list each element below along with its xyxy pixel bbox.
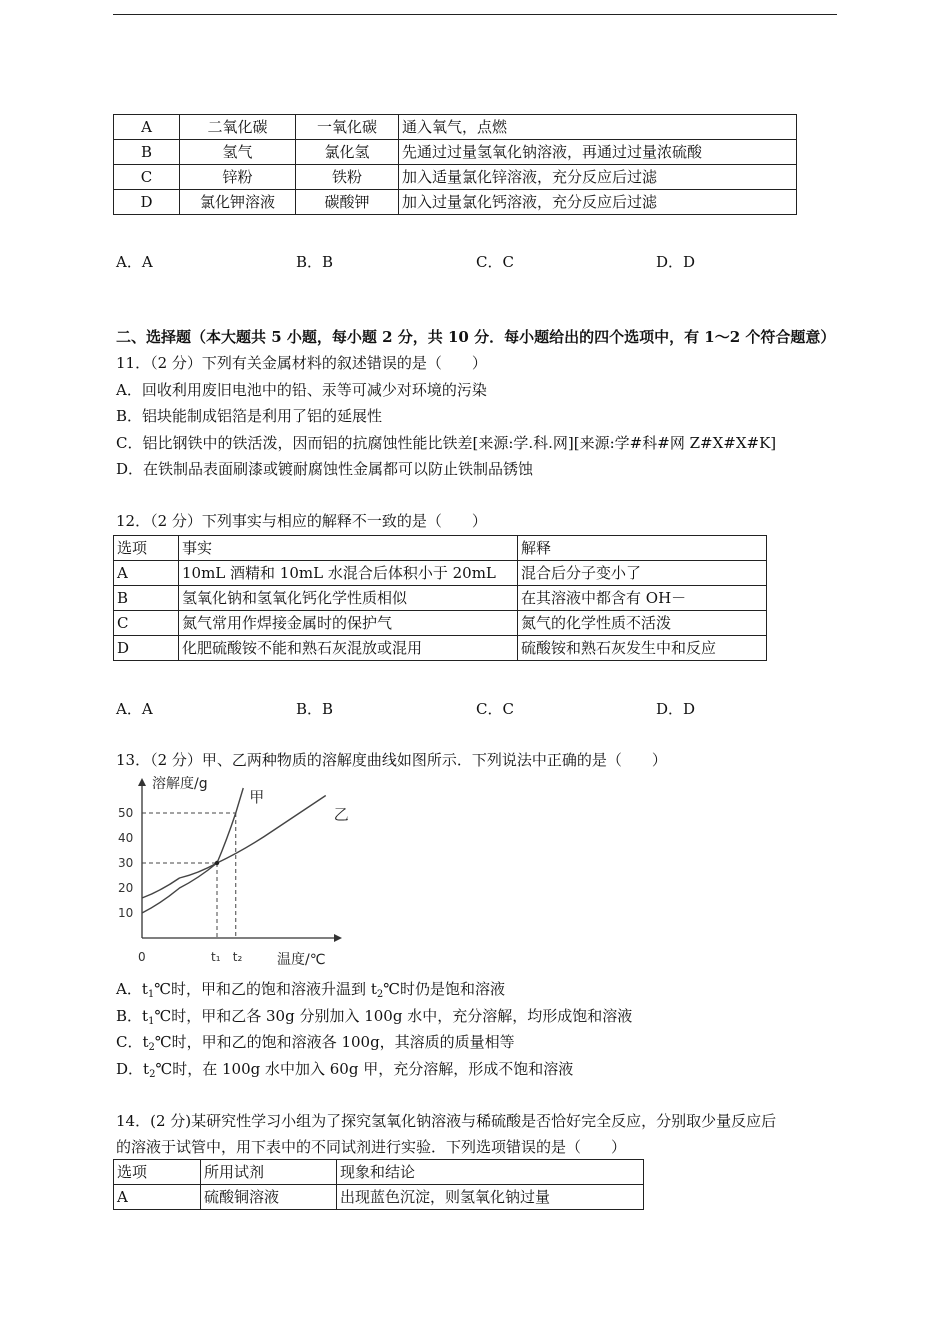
table-cell: 氯化氢 (296, 140, 399, 165)
option-b[interactable]: B．B (296, 253, 334, 271)
q11-choice-c[interactable]: C．铝比钢铁中的铁活泼，因而铝的抗腐蚀性能比铁差[来源:学.科.网][来源:学#科#网 Z#X#X#K] (116, 434, 777, 452)
table-cell: C (114, 611, 179, 636)
table-cell: A (114, 115, 180, 140)
choice-letter: D． (116, 1060, 144, 1078)
q12-options (116, 698, 816, 718)
table-cell: 铁粉 (296, 165, 399, 190)
series-line-jia (142, 788, 243, 913)
choice-text: ℃时，甲和乙的饱和溶液升温到 (154, 980, 371, 998)
option-d[interactable]: D．D (656, 253, 696, 271)
y-tick-label: 30 (118, 856, 134, 870)
q12-table (113, 535, 767, 661)
table-row (114, 1185, 644, 1210)
section-heading: 二、选择题（本大题共 5 小题，每小题 2 分，共 10 分．每小题给出的四个选项中，有 1～2 个符合题意） (116, 328, 836, 346)
table-row (114, 611, 767, 636)
temp-symbol: t (370, 980, 377, 998)
table-cell: 在其溶液中都含有 OH－ (518, 586, 767, 611)
choice-text: ℃时，在 100g 水中加入 60g 甲，充分溶解，形成不饱和溶液 (155, 1060, 574, 1078)
temp-symbol: t (143, 1060, 150, 1078)
x-tick-label: t₂ (232, 950, 243, 964)
y-axis-arrow (138, 778, 146, 786)
table-cell: 二氧化碳 (180, 115, 296, 140)
y-tick-label: 40 (118, 831, 134, 845)
option-d[interactable]: D．D (656, 700, 696, 718)
table-header-cell: 现象和结论 (337, 1160, 644, 1185)
q14-stem-line1: 14．(2 分)某研究性学习小组为了探究氢氧化钠溶液与稀硫酸是否恰好完全反应，分别取少量反应后 (116, 1112, 777, 1130)
table-cell: 混合后分子变小了 (518, 561, 767, 586)
option-a[interactable]: A．A (116, 700, 153, 718)
table-cell: D (114, 190, 180, 215)
q11-choice-a[interactable]: A．回收利用废旧电池中的铅、汞等可减少对环境的污染 (116, 381, 487, 399)
q11-stem: 11．（2 分）下列有关金属材料的叙述错误的是（ ） (116, 354, 487, 372)
y-axis-label: 溶解度/g (152, 776, 208, 792)
q13-choice-d[interactable] (116, 1059, 573, 1085)
table-row (114, 586, 767, 611)
table-header-cell: 所用试剂 (201, 1160, 337, 1185)
temp-subscript: 1 (147, 989, 155, 1000)
x-axis-arrow (334, 934, 342, 942)
series-line-yi (142, 796, 326, 899)
temp-symbol: t (141, 980, 148, 998)
table-cell: 锌粉 (180, 165, 296, 190)
series-label: 甲 (249, 788, 265, 806)
temp-subscript: 2 (148, 1042, 155, 1053)
choice-letter: A． (116, 980, 142, 998)
table-cell: A (114, 1185, 201, 1210)
temp-subscript: 2 (376, 989, 384, 1000)
table-header-cell: 事实 (179, 536, 518, 561)
table-row (114, 190, 797, 215)
table-row (114, 115, 797, 140)
series-label: 乙 (333, 805, 349, 824)
table-cell: 氢氧化钠和氢氧化钙化学性质相似 (179, 586, 518, 611)
table-cell: 加入适量氯化锌溶液，充分反应后过滤 (399, 165, 797, 190)
choice-letter: C． (116, 1033, 143, 1051)
table-row (114, 636, 767, 661)
table-header-row (114, 536, 767, 561)
q13-stem: 13．（2 分）甲、乙两种物质的溶解度曲线如图所示．下列说法中正确的是（ ） (116, 751, 667, 769)
table-cell: B (114, 140, 180, 165)
table-cell: D (114, 636, 179, 661)
table-header-cell: 选项 (114, 1160, 201, 1185)
table-cell: 出现蓝色沉淀，则氢氧化钠过量 (337, 1185, 644, 1210)
temp-symbol: t (142, 1007, 149, 1025)
temp-subscript: 2 (149, 1069, 156, 1080)
q11-choice-b[interactable]: B．铝块能制成铝箔是利用了铝的延展性 (116, 407, 383, 425)
table-cell: A (114, 561, 179, 586)
origin-label: 0 (138, 950, 146, 964)
solubility-chart (112, 776, 352, 972)
choice-text: ℃时，甲和乙的饱和溶液各 100g，其溶质的质量相等 (154, 1033, 515, 1051)
q10-options (116, 251, 816, 271)
table-cell: 硫酸铜溶液 (201, 1185, 337, 1210)
table-cell: 化肥硫酸铵不能和熟石灰混放或混用 (179, 636, 518, 661)
table-header-cell: 选项 (114, 536, 179, 561)
temp-subscript: 1 (148, 1016, 155, 1027)
table-cell: 先通过过量氢氧化钠溶液，再通过过量浓硫酸 (399, 140, 797, 165)
table-cell: 氯化钾溶液 (180, 190, 296, 215)
option-a[interactable]: A．A (116, 253, 153, 271)
temp-symbol: t (142, 1033, 149, 1051)
table-cell: 硫酸铵和熟石灰发生中和反应 (518, 636, 767, 661)
table-row (114, 165, 797, 190)
choice-letter: B． (116, 1007, 143, 1025)
table-cell: 一氧化碳 (296, 115, 399, 140)
option-c[interactable]: C．C (476, 700, 514, 718)
option-c[interactable]: C．C (476, 253, 514, 271)
x-axis-label: 温度/℃ (277, 952, 326, 968)
x-tick-label: t₁ (211, 950, 221, 964)
table-cell: 氮气常用作焊接金属时的保护气 (179, 611, 518, 636)
y-tick-label: 50 (118, 806, 134, 820)
table-cell: 氮气的化学性质不活泼 (518, 611, 767, 636)
table-cell: 加入过量氯化钙溶液，充分反应后过滤 (399, 190, 797, 215)
choice-text: ℃时仍是饱和溶液 (383, 980, 505, 998)
choice-text: ℃时，甲和乙各 30g 分别加入 100g 水中，充分溶解，均形成饱和溶液 (154, 1007, 633, 1025)
intersection-point (215, 861, 219, 865)
table-cell: 10mL 酒精和 10mL 水混合后体积小于 20mL (179, 561, 518, 586)
table-header-cell: 解释 (518, 536, 767, 561)
option-b[interactable]: B．B (296, 700, 334, 718)
table-row (114, 140, 797, 165)
table-cell: B (114, 586, 179, 611)
q14-table (113, 1159, 644, 1210)
table-cell: C (114, 165, 180, 190)
q13-choice-b[interactable] (116, 1006, 632, 1032)
y-tick-label: 20 (118, 881, 134, 895)
y-tick-label: 10 (118, 906, 134, 920)
q13-choice-a[interactable] (116, 979, 505, 1005)
q14-stem-line2: 的溶液于试管中，用下表中的不同试剂进行实验．下列选项错误的是（ ） (116, 1138, 627, 1156)
table-cell: 碳酸钾 (296, 190, 399, 215)
top-rule (113, 14, 837, 15)
q12-stem: 12．（2 分）下列事实与相应的解释不一致的是（ ） (116, 512, 487, 530)
table-header-row (114, 1160, 644, 1185)
q10-table (113, 114, 797, 215)
q11-choice-d[interactable]: D．在铁制品表面刷漆或镀耐腐蚀性金属都可以防止铁制品锈蚀 (116, 460, 534, 478)
q13-choice-c[interactable] (116, 1032, 515, 1058)
table-row (114, 561, 767, 586)
table-cell: 氢气 (180, 140, 296, 165)
table-cell: 通入氧气，点燃 (399, 115, 797, 140)
